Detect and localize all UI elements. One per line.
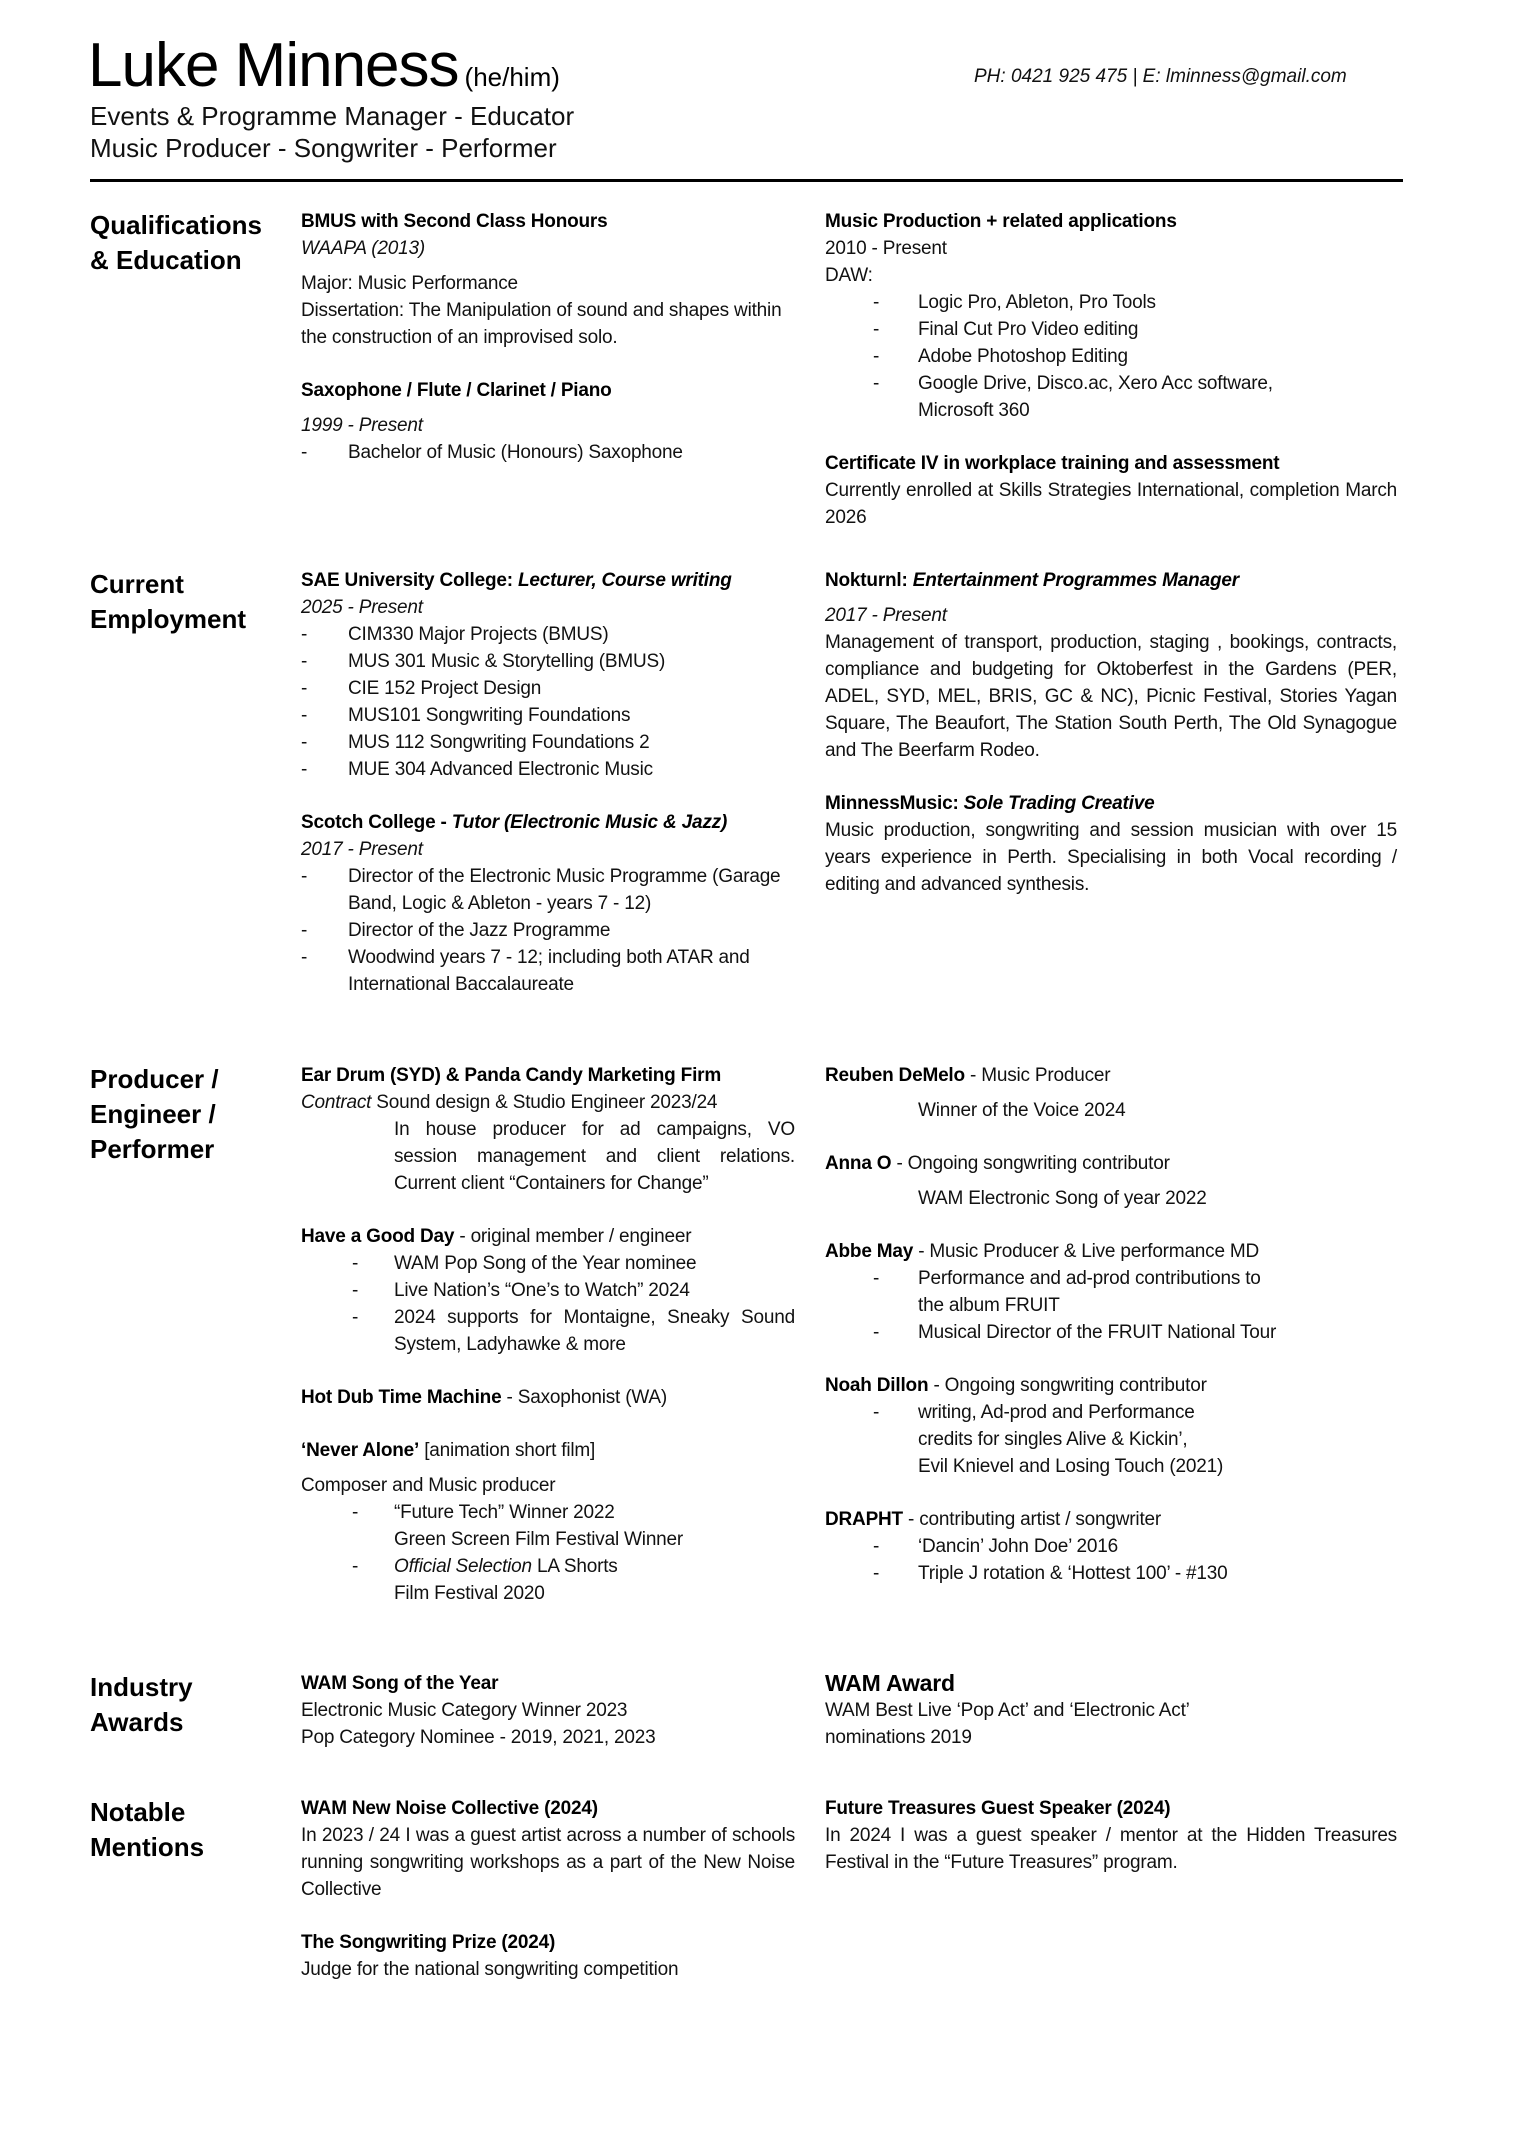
left-column — [301, 1670, 795, 1777]
entry-title — [301, 1062, 795, 1089]
entry-text — [825, 477, 1397, 531]
bullet-dash-icon: - — [873, 373, 880, 394]
entry-title — [825, 1372, 1397, 1399]
text-run: Saxophone / Flute / Clarinet / Piano — [301, 380, 612, 401]
entry-title — [825, 1062, 1397, 1089]
text-run: ‘Dancin’ John Doe’ 2016 — [918, 1536, 1118, 1557]
bullet-item — [825, 1399, 1397, 1480]
entry-title — [301, 1795, 795, 1822]
bullet-item — [301, 439, 795, 466]
text-run: Ear Drum (SYD) & Panda Candy Marketing Firm — [301, 1065, 722, 1086]
text-run: Music Production + related applications — [825, 211, 1177, 232]
text-run: The Songwriting Prize (2024) — [301, 1932, 556, 1953]
text-run: Management of transport, production, staging , bookings, contracts, compliance and budgeting for Oktoberfest in the Gardens (PER, ADEL, SYD, MEL, BRIS, GC & NC), Picnic Festival, Stories Yagan Square, The Beaufort, The Station South Perth, The Old Synagogue and The Beerfarm Rodeo. — [825, 632, 1397, 761]
entry — [301, 208, 795, 351]
text-run: Triple J rotation & ‘Hottest 100’ - #130 — [918, 1563, 1228, 1584]
bullet-dash-icon: - — [301, 920, 308, 941]
right-column — [825, 1670, 1397, 1777]
text-run: Nokturnl: — [825, 570, 913, 591]
entry-title — [825, 1670, 1397, 1697]
bullet-dash-icon: - — [301, 947, 308, 968]
bullet-dash-icon: - — [301, 442, 308, 463]
entry-text — [301, 412, 795, 439]
bullet-item — [825, 289, 1397, 316]
bullet-dash-icon: - — [873, 1536, 880, 1557]
entry-title — [825, 1506, 1397, 1533]
entry-text — [825, 1097, 1397, 1124]
entry — [301, 1062, 795, 1197]
text-run: - Ongoing songwriting contributor — [928, 1375, 1207, 1396]
subtitle-roles-1: Events & Programme Manager - Educator — [90, 101, 575, 131]
entry-title — [301, 208, 795, 235]
text-run: Winner of the Voice 2024 — [918, 1100, 1126, 1121]
section-heading: Current Employment — [90, 569, 247, 634]
right-column — [825, 208, 1397, 557]
bullet-dash-icon: - — [873, 1402, 880, 1423]
header-divider — [90, 179, 1403, 182]
entry-text — [301, 1724, 795, 1751]
text-run: Logic Pro, Ableton, Pro Tools — [918, 292, 1156, 313]
subtitle-roles-2: Music Producer - Songwriter - Performer — [90, 133, 557, 163]
entry — [301, 1437, 795, 1607]
left-column — [301, 1062, 795, 1633]
text-run: SAE University College: — [301, 570, 518, 591]
text-run: Performance and ad-prod contributions to the album FRUIT — [918, 1268, 1261, 1316]
text-run: In 2024 I was a guest speaker / mentor at the Hidden Treasures Festival in the “Future Treasures” program. — [825, 1825, 1397, 1873]
bullet-dash-icon: - — [352, 1307, 359, 1328]
entry-title — [825, 1238, 1397, 1265]
bullet-dash-icon: - — [873, 319, 880, 340]
text-run: Noah Dillon — [825, 1375, 929, 1396]
entry-title — [301, 1929, 795, 1956]
entry-text — [825, 1822, 1397, 1876]
text-run: Major: Music Performance — [301, 273, 518, 294]
candidate-name — [88, 30, 560, 101]
text-run: Director of the Electronic Music Programme (Garage Band, Logic & Ableton - years 7 - 12) — [348, 866, 781, 914]
entry-text — [301, 1116, 795, 1197]
text-run: WAM Best Live ‘Pop Act’ and ‘Electronic Act’ nominations 2019 — [825, 1700, 1190, 1748]
entry — [825, 1238, 1397, 1346]
entry-title — [301, 1384, 795, 1411]
bullet-item — [301, 621, 795, 648]
text-run: Judge for the national songwriting competition — [301, 1959, 679, 1980]
text-run: DRAPHT — [825, 1509, 903, 1530]
bullet-dash-icon: - — [301, 732, 308, 753]
bullet-item — [301, 1277, 795, 1304]
entry — [825, 790, 1397, 898]
entry — [825, 1795, 1397, 1876]
left-column — [301, 1795, 795, 2009]
text-run: Sole Trading Creative — [963, 793, 1155, 814]
entry-text — [301, 297, 795, 351]
left-column — [301, 567, 795, 1024]
entry — [825, 1150, 1397, 1212]
bullet-item — [825, 1265, 1397, 1319]
right-column — [825, 1062, 1397, 1613]
entry — [825, 1670, 1397, 1751]
text-run: Hot Dub Time Machine — [301, 1387, 502, 1408]
bullet-item — [825, 1560, 1397, 1587]
text-run: Director of the Jazz Programme — [348, 920, 611, 941]
section-heading: Qualifications & Education — [90, 210, 262, 275]
entry-text — [825, 235, 1397, 262]
text-run: WAM Electronic Song of year 2022 — [918, 1188, 1207, 1209]
bullet-dash-icon: - — [873, 292, 880, 313]
text-run: “Future Tech” Winner 2022 Green Screen Film Festival Winner — [394, 1502, 684, 1550]
entry-title — [301, 1223, 795, 1250]
bullet-dash-icon: - — [352, 1280, 359, 1301]
entry — [825, 1506, 1397, 1587]
text-run: Abbe May — [825, 1241, 914, 1262]
bullet-item — [825, 343, 1397, 370]
text-run: Anna O — [825, 1153, 892, 1174]
text-run: Woodwind years 7 - 12; including both ATAR and International Baccalaureate — [348, 947, 750, 995]
text-run: Reuben DeMelo — [825, 1065, 965, 1086]
text-run: BMUS with Second Class Honours — [301, 211, 608, 232]
text-run: WAM Award — [825, 1670, 955, 1696]
text-run: Dissertation: The Manipulation of sound and shapes within the construction of an improvised solo. — [301, 300, 782, 348]
text-run: DAW: — [825, 265, 873, 286]
bullet-dash-icon: - — [873, 346, 880, 367]
entry-text — [825, 602, 1397, 629]
text-run: Composer and Music producer — [301, 1475, 556, 1496]
text-run: - Music Producer — [964, 1065, 1111, 1086]
entry-text — [301, 594, 795, 621]
bullet-dash-icon: - — [352, 1556, 359, 1577]
bullet-item — [825, 316, 1397, 343]
entry — [825, 208, 1397, 424]
text-run: [animation short film] — [419, 1440, 596, 1461]
entry-title — [301, 1437, 795, 1464]
text-run: Scotch College - — [301, 812, 452, 833]
entry-text — [825, 262, 1397, 289]
entry-text — [825, 1185, 1397, 1212]
text-run: Certificate IV in workplace training and assessment — [825, 453, 1280, 474]
pronouns: (he/him) — [464, 62, 560, 92]
bullet-item — [301, 863, 795, 917]
entry-title — [301, 1670, 795, 1697]
bullet-item — [301, 917, 795, 944]
entry-text — [825, 817, 1397, 898]
text-run: Official Selection — [394, 1556, 532, 1577]
entry — [301, 1795, 795, 1903]
entry-title — [825, 1795, 1397, 1822]
bullet-dash-icon: - — [301, 705, 308, 726]
text-run: 2025 - Present — [301, 597, 423, 618]
text-run: 2010 - Present — [825, 238, 947, 259]
entry — [301, 567, 795, 783]
text-run: Google Drive, Disco.ac, Xero Acc software, Microsoft 360 — [918, 373, 1273, 421]
text-run: Entertainment Programmes Manager — [912, 570, 1239, 591]
bullet-item — [825, 1533, 1397, 1560]
text-run: - Ongoing songwriting contributor — [891, 1153, 1170, 1174]
text-run: WAM Pop Song of the Year nominee — [394, 1253, 697, 1274]
bullet-dash-icon: - — [352, 1253, 359, 1274]
entry-title — [825, 208, 1397, 235]
bullet-dash-icon: - — [301, 651, 308, 672]
text-run: 2017 - Present — [301, 839, 423, 860]
entry-title — [301, 567, 795, 594]
text-run: Final Cut Pro Video editing — [918, 319, 1139, 340]
entry-title — [825, 450, 1397, 477]
bullet-dash-icon: - — [301, 759, 308, 780]
bullet-item — [301, 702, 795, 729]
entry — [301, 1929, 795, 1983]
entry-title — [301, 809, 795, 836]
entry-text — [301, 1956, 795, 1983]
entry-text — [301, 1822, 795, 1903]
entry-text — [301, 270, 795, 297]
entry — [301, 809, 795, 998]
text-run: WAAPA (2013) — [301, 238, 425, 259]
bullet-item — [301, 675, 795, 702]
contact-info: PH: 0421 925 475 | E: lminness@gmail.com — [974, 66, 1347, 87]
text-run: Bachelor of Music (Honours) Saxophone — [348, 442, 683, 463]
text-run: ‘Never Alone’ — [301, 1440, 420, 1461]
entry-text — [301, 1697, 795, 1724]
bullet-item — [825, 1319, 1397, 1346]
text-run: LA Shorts Film Festival 2020 — [394, 1556, 618, 1604]
text-run: - Saxophonist (WA) — [501, 1387, 667, 1408]
text-run: - contributing artist / songwriter — [902, 1509, 1162, 1530]
text-run: Electronic Music Category Winner 2023 — [301, 1700, 628, 1721]
text-run: 2017 - Present — [825, 605, 947, 626]
text-run: CIE 152 Project Design — [348, 678, 542, 699]
entry-text — [301, 1472, 795, 1499]
text-run: Future Treasures Guest Speaker (2024) — [825, 1798, 1171, 1819]
text-run: WAM New Noise Collective (2024) — [301, 1798, 598, 1819]
text-run: Musical Director of the FRUIT National Tour — [918, 1322, 1277, 1343]
entry — [825, 450, 1397, 531]
entry-text — [301, 235, 795, 262]
text-run: In 2023 / 24 I was a guest artist across a number of schools running songwriting workshops as a part of the New Noise Collective — [301, 1825, 795, 1900]
text-run: - Music Producer & Live performance MD — [913, 1241, 1260, 1262]
text-run: Have a Good Day — [301, 1226, 455, 1247]
entry — [301, 377, 795, 466]
entry-title — [825, 1150, 1397, 1177]
entry-text — [825, 629, 1397, 764]
entry-title — [825, 567, 1397, 594]
entry — [825, 1062, 1397, 1124]
section-heading: Producer / Engineer / Performer — [90, 1064, 219, 1164]
section-heading: Industry Awards — [90, 1672, 193, 1737]
right-column — [825, 1795, 1397, 1902]
bullet-item — [301, 1553, 795, 1607]
text-run: MUE 304 Advanced Electronic Music — [348, 759, 653, 780]
entry-text — [301, 836, 795, 863]
text-run: Contract — [301, 1092, 372, 1113]
bullet-dash-icon: - — [301, 678, 308, 699]
entry — [301, 1670, 795, 1751]
name-text: Luke Minness — [88, 31, 459, 100]
bullet-item — [301, 1250, 795, 1277]
right-column — [825, 567, 1397, 924]
bullet-item — [301, 756, 795, 783]
text-run: WAM Song of the Year — [301, 1673, 499, 1694]
text-run: Lecturer, Course writing — [517, 570, 732, 591]
bullet-dash-icon: - — [873, 1322, 880, 1343]
text-run: Sound design & Studio Engineer 2023/24 — [371, 1092, 718, 1113]
entry — [301, 1223, 795, 1358]
text-run: MUS 301 Music & Storytelling (BMUS) — [348, 651, 666, 672]
entry — [825, 567, 1397, 764]
text-run: CIM330 Major Projects (BMUS) — [348, 624, 609, 645]
text-run: MUS101 Songwriting Foundations — [348, 705, 631, 726]
text-run: MinnessMusic: — [825, 793, 964, 814]
bullet-item — [301, 1499, 795, 1553]
text-run: writing, Ad-prod and Performance credits for singles Alive & Kickin’, Evil Knievel and Losing Touch (2021) — [918, 1402, 1224, 1477]
text-run: - original member / engineer — [454, 1226, 692, 1247]
bullet-item — [301, 729, 795, 756]
entry-text — [825, 1697, 1397, 1751]
bullet-item — [301, 1304, 795, 1358]
section-heading: Notable Mentions — [90, 1797, 205, 1862]
text-run: Pop Category Nominee - 2019, 2021, 2023 — [301, 1727, 656, 1748]
bullet-dash-icon: - — [301, 866, 308, 887]
left-column — [301, 208, 795, 492]
text-run: Tutor (Electronic Music & Jazz) — [451, 812, 728, 833]
entry — [301, 1384, 795, 1411]
bullet-item — [301, 648, 795, 675]
text-run: MUS 112 Songwriting Foundations 2 — [348, 732, 650, 753]
entry-title — [825, 790, 1397, 817]
bullet-item — [301, 944, 795, 998]
entry — [825, 1372, 1397, 1480]
bullet-dash-icon: - — [873, 1268, 880, 1289]
bullet-dash-icon: - — [352, 1502, 359, 1523]
entry-text — [301, 1089, 795, 1116]
text-run: 1999 - Present — [301, 415, 423, 436]
text-run: Live Nation’s “One’s to Watch” 2024 — [394, 1280, 690, 1301]
text-run: Adobe Photoshop Editing — [918, 346, 1128, 367]
text-run: In house producer for ad campaigns, VO session management and client relations. Current client “Containers for Change” — [394, 1119, 795, 1194]
bullet-item — [825, 370, 1397, 424]
bullet-dash-icon: - — [873, 1563, 880, 1584]
text-run: Currently enrolled at Skills Strategies International, completion March 2026 — [825, 480, 1397, 528]
bullet-dash-icon: - — [301, 624, 308, 645]
text-run: Music production, songwriting and session musician with over 15 years experience in Perth. Specialising in both Vocal recording / editing and advanced synthesis. — [825, 820, 1397, 895]
text-run: 2024 supports for Montaigne, Sneaky Sound System, Ladyhawke & more — [394, 1307, 795, 1355]
entry-title — [301, 377, 795, 404]
